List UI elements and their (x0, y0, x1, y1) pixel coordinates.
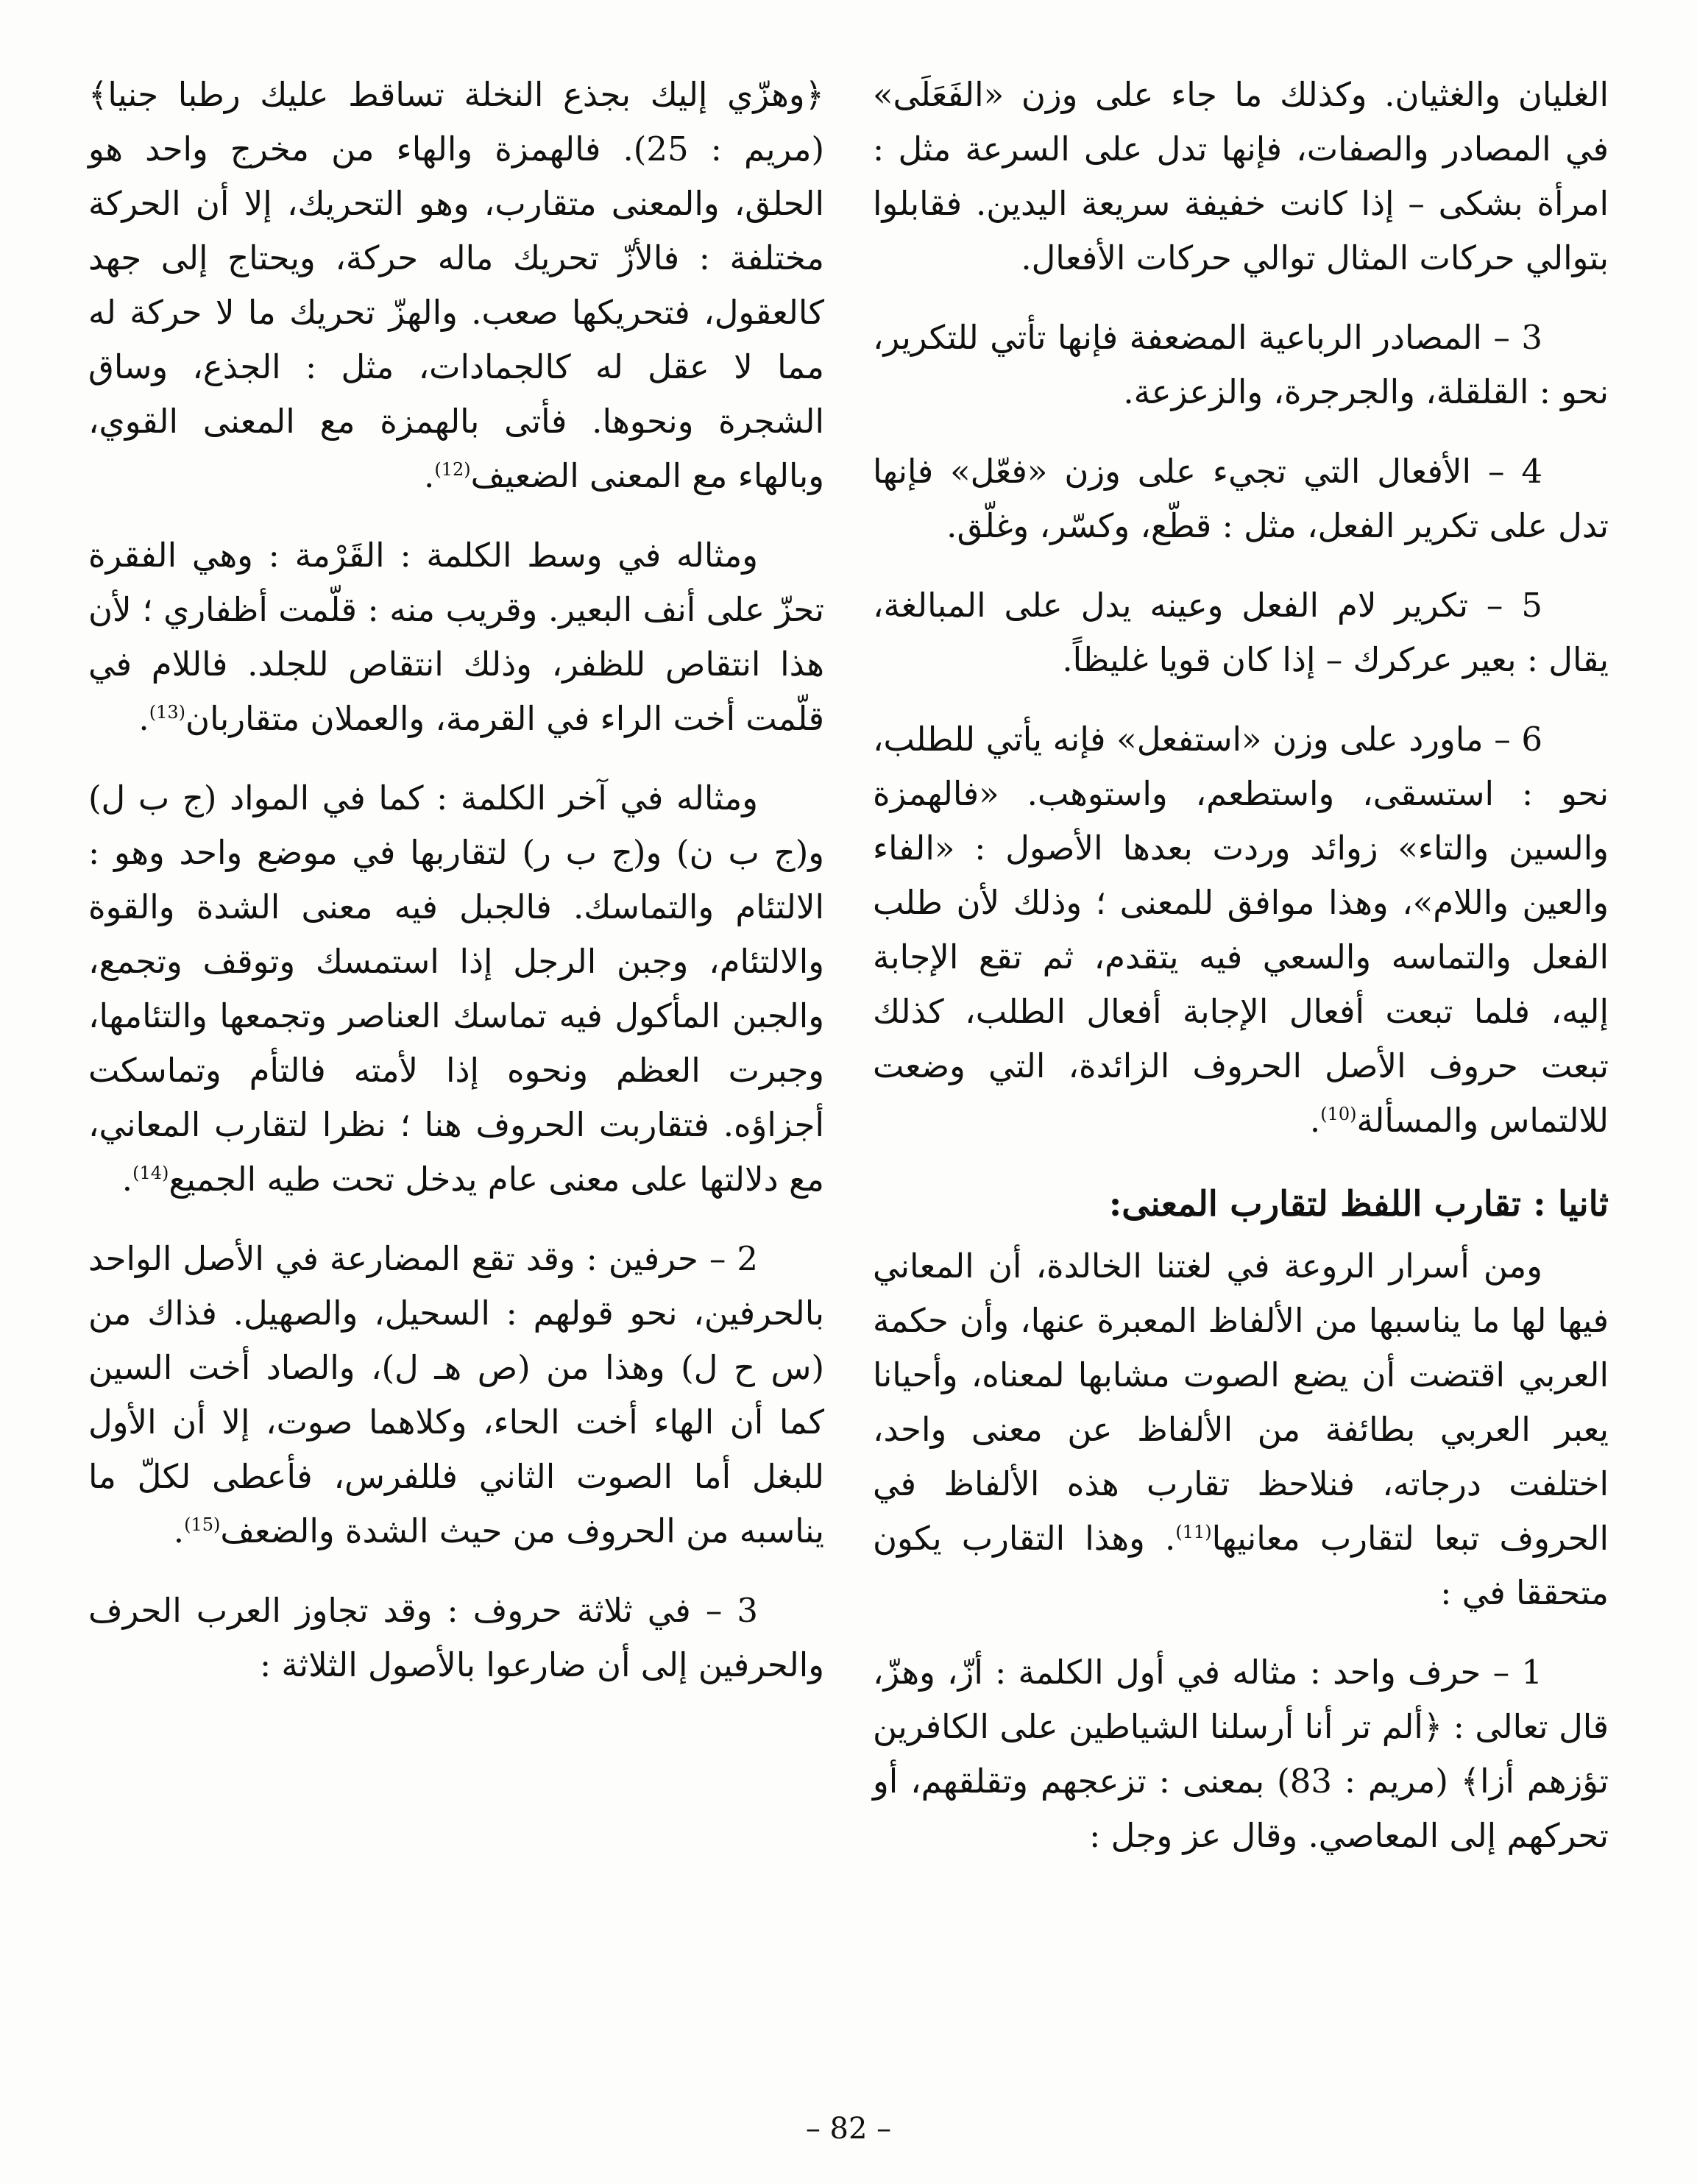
paragraph-falala-pattern: الغليان والغثيان. وكذلك ما جاء على وزن «الفَعَلَى» في المصادر والصفات، فإنها تدل على السرعة مثل : امرأة بشكى – إذا كانت خفيفة سريعة اليدين. فقابلوا بتوالي حركات المثال توالي حركات الأفعال. (873, 75, 1609, 277)
paragraph-intro (873, 1239, 1609, 1620)
paragraph-point-6-end: . (1309, 1101, 1321, 1140)
page-number: – 82 – (805, 2112, 892, 2146)
paragraph-end-text: ومثاله في آخر الكلمة : كما في المواد (ج ب ل) و(ج ب ن) و(ج ب ر) لتقاربها في موضع واحد وهو : الالتئام والتماسك. فالجبل فيه معنى الشدة والقوة والالتئام، وجبن الرجل إذا استمسك وتوقف وتجمع، والجبن المأكول فيه تماسك العناصر وتجمعها والتئامها، وجبرت العظم ونحوه إذا لأمته فالتأم وتماسكت أجزاؤه. فتقاربت الحروف هنا ؛ نظرا لتقارب المعاني، مع دلالتها على معنى عام يدخل تحت طيه الجميع (88, 779, 824, 1199)
paragraph-middle-end: . (138, 699, 149, 738)
left-column (88, 68, 824, 1717)
paragraph-three-letters: 3 – في ثلاثة حروف : وقد تجاوز العرب الحرف والحرفين إلى أن ضارعوا بالأصول الثلاثة : (88, 1591, 824, 1684)
footnote-ref-10: (10) (1320, 1104, 1357, 1124)
paragraph-two-letters (88, 1232, 824, 1559)
paragraph-verse-text: ﴿وهزّي إليك بجذع النخلة تساقط عليك رطبا جنيا﴾ (مريم : 25). فالهمزة والهاء من مخرج واحد هو الحلق، والمعنى متقارب، وهو التحريك، إلا أن الحركة مختلفة : فالأزّ تحريك ماله حركة، ويحتاج إلى جهد كالعقول، فتحريكها صعب. والهزّ تحريك ما لا حركة له مما لا عقل له كالجمادات، مثل : الجذع، وساق الشجرة ونحوها. فأتى بالهمزة مع المعنى القوي، وبالهاء مع المعنى الضعيف (88, 75, 824, 495)
paragraph-middle-text: ومثاله في وسط الكلمة : القَرْمة : وهي الفقرة تحزّ على أنف البعير. وقريب منه : قلّمت أظفاري ؛ لأن هذا انتقاص للظفر، وذلك انتقاص للجلد. فاللام في قلّمت أخت الراء في القرمة، والعملان متقاربان (88, 536, 824, 738)
paragraph-end-of-word (88, 771, 824, 1207)
footnote-ref-14: (14) (132, 1163, 169, 1183)
paragraph-verse-end: . (424, 456, 435, 495)
footnote-ref-13: (13) (149, 702, 186, 723)
paragraph-one-letter: 1 – حرف واحد : مثاله في أول الكلمة : أزّ، وهزّ، قال تعالى : ﴿ألم تر أنا أرسلنا الشياطين على الكافرين تؤزهم أزا﴾ (مريم : 83) بمعنى : تزعجهم وتقلقهم، أو تحركهم إلى المعاصي. وقال عز وجل : (873, 1653, 1609, 1855)
paragraph-point-3: 3 – المصادر الرباعية المضعفة فإنها تأتي للتكرير، نحو : القلقلة، والجرجرة، والزعزعة. (873, 318, 1609, 411)
right-column (873, 68, 1609, 1888)
paragraph-point-6 (873, 712, 1609, 1148)
paragraph-two-letters-text: 2 – حرفين : وقد تقع المضارعة في الأصل الواحد بالحرفين، نحو قولهم : السحيل، والصهيل. فذاك من (س ح ل) وهذا من (ص هـ ل)، والصاد أخت السين كما أن الهاء أخت الحاء، وكلاهما صوت، إلا أن الأول للبغل أما الصوت الثاني فللفرس، فأعطى لكلّ ما يناسبه من الحروف من حيث الشدة والضعف (88, 1239, 824, 1550)
paragraph-two-letters-end: . (173, 1511, 185, 1550)
footnote-ref-12: (12) (434, 459, 471, 480)
paragraph-middle-of-word (88, 528, 824, 746)
paragraph-intro-text: ومن أسرار الروعة في لغتنا الخالدة، أن المعاني فيها لها ما يناسبها من الألفاظ المعبرة عنها، وأن حكمة العربي اقتضت أن يضع الصوت مشابها لمعناه، وأحيانا يعبر العربي بطائفة من الألفاظ عن معنى واحد، اختلفت درجاته، فنلاحظ تقارب هذه الألفاظ في الحروف تبعا لتقارب معانيها (873, 1247, 1609, 1558)
section-heading: ثانيا : تقارب اللفظ لتقارب المعنى: (1108, 1184, 1609, 1224)
paragraph-point-5: 5 – تكرير لام الفعل وعينه يدل على المبالغة، يقال : بعير عركرك – إذا كان قويا غليظاً. (873, 586, 1609, 679)
paragraph-point-6-text: 6 – ماورد على وزن «استفعل» فإنه يأتي للطلب، نحو : استسقى، واستطعم، واستوهب. «فالهمزة والسين والتاء» زوائد وردت بعدها الأصول : «الفاء والعين واللام»، وهذا موافق للمعنى ؛ وذلك لأن طلب الفعل والتماسه والسعي فيه يتقدم، ثم تقع الإجابة إليه، فلما تبعت أفعال الإجابة أفعال الطلب، كذلك تبعت حروف الأصل الحروف الزائدة، التي وضعت للالتماس والمسألة (873, 720, 1609, 1140)
paragraph-verse-explanation (88, 68, 824, 503)
paragraph-point-4: 4 – الأفعال التي تجيء على وزن «فعّل» فإنها تدل على تكرير الفعل، مثل : قطّع، وكسّر، وغلّق. (873, 452, 1609, 545)
footnote-ref-11: (11) (1175, 1522, 1212, 1542)
footnote-ref-15: (15) (184, 1514, 221, 1535)
paragraph-end-end: . (121, 1160, 133, 1199)
paragraph-intro-end: . وهذا التقارب يكون متحققا في : (873, 1519, 1609, 1612)
